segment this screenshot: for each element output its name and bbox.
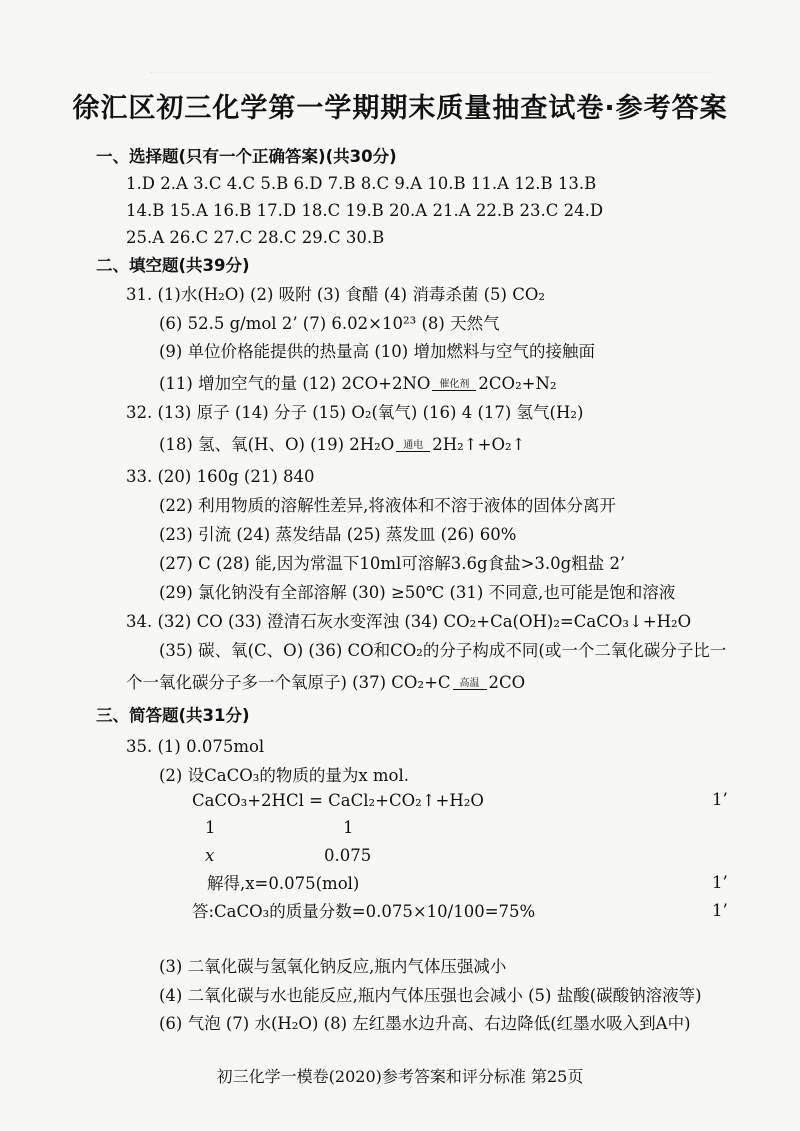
bleed-through-text (150, 58, 710, 73)
score-mark: 1’ (712, 790, 728, 809)
q31-line3: (9) 单位价格能提供的热量高 (10) 增加燃料与空气的接触面 (159, 342, 595, 361)
mc-answers-row2: 14.B 15.A 16.B 17.D 18.C 19.B 20.A 21.A 22.B 23.C 24.D (126, 201, 604, 220)
q34-line2: (35) 碳、氧(C、O) (36) CO和CO₂的分子构成不同(或一个二氧化碳分子比一 (159, 641, 727, 660)
section2-heading: 二、填空题(共39分) (96, 256, 250, 275)
condition-label: 高温 (459, 677, 480, 689)
q33-line5: (29) 氯化钠没有全部溶解 (30) ≥50℃ (31) 不同意,也可能是饱和溶液 (159, 583, 676, 602)
q33-line4: (27) C (28) 能,因为常温下10ml可溶解3.6g食盐>3.0g粗盐 2’ (159, 554, 626, 573)
q35-line4: (4) 二氧化碳与水也能反应,瓶内气体压强也会减小 (5) 盐酸(碳酸钠溶液等) (159, 986, 702, 1005)
reaction-condition-arrow (432, 379, 476, 391)
reaction-condition-arrow (396, 440, 430, 452)
q31-line2: (6) 52.5 g/mol 2’ (7) 6.02×10²³ (8) 天然气 (159, 314, 500, 333)
q31-line1: 31. (1)水(H₂O) (2) 吸附 (3) 食醋 (4) 消毒杀菌 (5) CO₂ (126, 285, 545, 304)
condition-label: 催化剂 (439, 378, 470, 390)
q35-answer: 答:CaCO₃的质量分数=0.075×10/100=75% (192, 902, 536, 921)
section1-heading: 一、选择题(只有一个正确答案)(共30分) (96, 147, 397, 166)
q35-line3: (3) 二氧化碳与氢氧化钠反应,瓶内气体压强减小 (159, 957, 507, 976)
q33-line2: (22) 利用物质的溶解性差异,将液体和不溶于液体的固体分离开 (159, 496, 616, 515)
score-mark: 1’ (712, 901, 728, 920)
q35-ratio-right-2: 0.075 (324, 846, 372, 865)
q32-line1: 32. (13) 原子 (14) 分子 (15) O₂(氧气) (16) 4 (17) 氢气(H₂) (126, 403, 584, 422)
q33-line3: (23) 引流 (24) 蒸发结晶 (25) 蒸发皿 (26) 60% (159, 525, 517, 544)
q35-line5: (6) 气泡 (7) 水(H₂O) (8) 左红墨水边升高、右边降低(红墨水吸入到A中) (159, 1014, 691, 1033)
q32-eq-left: (18) 氢、氧(H、O) (19) 2H₂O (159, 435, 395, 454)
score-mark: 1’ (712, 873, 728, 892)
q35-solve: 解得,x=0.075(mol) (207, 874, 360, 893)
q34-eq-left: 个一氧化碳分子多一个氧原子) (37) CO₂+C (126, 673, 451, 692)
q34-line3 (126, 672, 525, 694)
mc-answers-row3: 25.A 26.C 27.C 28.C 29.C 30.B (126, 228, 385, 247)
reaction-condition-arrow (453, 678, 487, 690)
q32-eq-right: 2H₂↑+O₂↑ (432, 435, 526, 454)
q33-line1: 33. (20) 160g (21) 840 (126, 467, 315, 486)
q34-eq-right: 2CO (488, 673, 526, 692)
q34-line1: 34. (32) CO (33) 澄清石灰水变浑浊 (34) CO₂+Ca(OH)₂=CaCO₃↓+H₂O (126, 612, 692, 631)
section3-heading: 三、简答题(共31分) (96, 706, 250, 725)
q31-line4 (159, 373, 557, 395)
page-title: 徐汇区初三化学第一学期期末质量抽查试卷·参考答案 (72, 93, 728, 124)
q35-ratio-left-2: x (205, 846, 215, 865)
q32-line2 (159, 434, 525, 456)
q31-eq-left: (11) 增加空气的量 (12) 2CO+2NO (159, 374, 431, 393)
q35-line2: (2) 设CaCO₃的物质的量为x mol. (159, 766, 409, 785)
q31-eq-right: 2CO₂+N₂ (478, 374, 557, 393)
q35-line1: 35. (1) 0.075mol (126, 737, 265, 756)
q35-ratio-right-1: 1 (343, 818, 354, 837)
condition-label: 通电 (403, 439, 424, 451)
page-footer: 初三化学一模卷(2020)参考答案和评分标准 第25页 (216, 1067, 584, 1086)
q35-equation: CaCO₃+2HCl = CaCl₂+CO₂↑+H₂O (192, 791, 484, 810)
mc-answers-row1: 1.D 2.A 3.C 4.C 5.B 6.D 7.B 8.C 9.A 10.B 11.A 12.B 13.B (126, 174, 597, 193)
q35-ratio-left-1: 1 (205, 818, 216, 837)
